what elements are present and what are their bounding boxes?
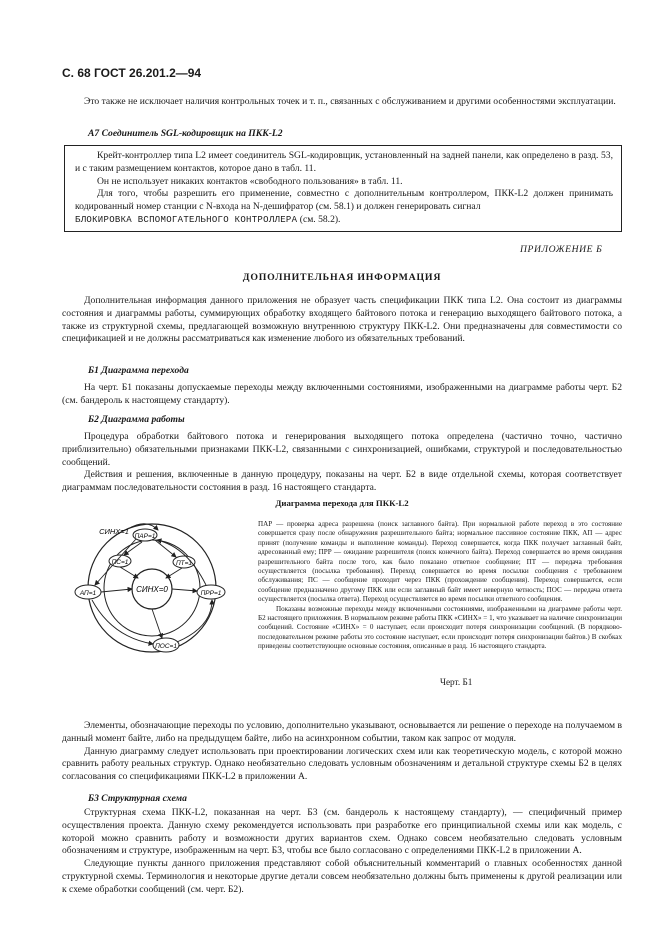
b3-paragraph-2: Следующие пункты данного приложения представляют собой объяснительный комментарий о главных особенностях данной структурной схемы. Терминология и некоторые другие детали совсем необязательно должны быть применены к другой реализации или к схеме обработки сообщений (см. черт. Б2). (62, 858, 622, 895)
a7-box-para-3: Для того, чтобы разрешить его применение, совместно с дополнительным контроллером, ПКК-L2 должен принимать кодированный номер станции с N-входа на N-дешифратор (см. 58.1) и должен генерировать сигнал (75, 188, 613, 213)
arrow-center-pos (152, 609, 162, 638)
a7-signal-ref: (см. 58.2). (299, 213, 341, 225)
b1-paragraph: На черт. Б1 показаны допускаемые переходы между включенными состояниями, изображенными на диаграмме работы черт. Б2 (см. бандероль к настоящему стандарту). (62, 382, 622, 406)
b2-paragraph-1: Процедура обработки байтового потока и генерирования выходящего потока определена (частично точно, частично приблизительно) обязательными признаками ПКК-L2, связанными с синхронизацией, ошибками, структурой и последовательностью сообщений. (62, 431, 622, 468)
after-paragraph-1: Элементы, обозначающие переходы по условию, дополнительно указывают, основывается ли решение о переходе на получаемом в данный момент байте, либо на предыдущем байте, либо на асинхронном событии, таком как запрос от модуля. (62, 720, 622, 744)
intro-paragraph: Это также не исключает наличия контрольных точек и т. п., связанных с обслуживанием и другими особенностями эксплуатации. (84, 96, 616, 107)
a7-box-para-1: Крейт-контроллер типа L2 имеет соединитель SGL-кодировщик, установленный на задней панели, как определено в разд. 53, и с таким размещением контактов, которое дано в табл. 11. (75, 150, 613, 174)
state-ps-label: ПС=1 (111, 559, 129, 566)
page-header: С. 68 ГОСТ 26.201.2—94 (62, 66, 202, 80)
state-sync-label: СИНХ=1 (99, 527, 129, 536)
section-b3-title: Б3 Структурная схема (88, 793, 187, 804)
a7-box (64, 145, 622, 232)
state-prr-label: ПРР=1 (200, 590, 222, 597)
transition-diagram (62, 512, 242, 662)
legend-paragraph-2: Показаны возможные переходы между включенными состояниями, изображенными на диаграмме работы черт. Б2 настоящего приложения. В нормальном режиме работы ПКК «СИНХ» = 1, что указывает на наличие синхронизации сообщений. Состояние «СИНХ» = 0 наступает, если происходит потеря синхронизации сообщений. (В порядково-последовательном режиме работы это состояние наступает, если происходит потеря синхронизации байтов.) В скобках приведены соответствующие основные состояния, описанные в разд. 16 настоящего стандарта. (258, 604, 622, 651)
a7-box-para-2: Он не использует никаких контактов «свободного пользования» в табл. 11. (97, 175, 403, 187)
figure-title: Диаграмма перехода для ПКК-L2 (275, 498, 409, 508)
state-pos-label: ПОС=1 (155, 643, 177, 650)
arrow-pt-center (166, 568, 182, 578)
arrow-center-prr (172, 589, 197, 591)
appendix-title: ДОПОЛНИТЕЛЬНАЯ ИНФОРМАЦИЯ (242, 272, 442, 283)
figure-caption: Черт. Б1 (440, 677, 473, 687)
info-paragraph: Дополнительная информация данного приложения не образует часть спецификации ПКК типа L2. Она состоит из диаграммы состояния и диаграммы работы, суммирующих обработку входящего байтового потока и генерацию выходящего байтового потока, а также из структурной схемы, предлагающей возможную внутреннюю структуру ПКК-L2. Они предназначены для совместимости со спецификацией и не должны рассматриваться как изменение любого из обязательных требований. (62, 295, 622, 345)
figure-legend (258, 520, 622, 652)
state-pt-label: ПТ=1 (175, 560, 193, 567)
legend-paragraph-1: ПАР — проверка адреса разрешена (поиск заглавного байта). При нормальной работе переход в это состояние совершается сразу после обнаружения разрешительного байта; нормальное пассивное состояние ПКК, АП — адрес принят (получение команды и выполнение команды). Переход совершается, когда ПКК получает заглавный байт, адресованный ему; ПРР — ожидание разрешителя (поиск конечного байта). Переход совершается во время ожидания разрешительного байта после того, как было показано ответное сообщение; ПТ — передача требования осуществляется (посылка требования). Переход совершается во время посылки сообщения с требованием обслуживания; ПС — сообщение проходит через ПКК (прохождение сообщения). Переход совершается, если сообщение предназначено другому ПКК или если заглавный байт имеет неверную четность; ПОС — передача ответа осуществляется (посылка ответа). Переход осуществляется во время посылки ответного сообщения. (258, 520, 622, 604)
arrow-ap-center (101, 589, 132, 592)
section-a7-title: А7 Соединитель SGL-кодировщик на ПКК-L2 (88, 128, 283, 139)
state-ap-label: АП=1 (79, 590, 97, 597)
state-par-label: ПАР=1 (134, 533, 156, 540)
b2-paragraph-2: Действия и решения, включенные в данную процедуру, показаны на черт. Б2 в виде отдельной схемы, которая соответствует диаграммам последовательности состояния в разд. 16 настоящего стандарта. (62, 469, 622, 494)
appendix-label: ПРИЛОЖЕНИЕ Б (520, 244, 603, 255)
b3-paragraph-1: Структурная схема ПКК-L2, показанная на черт. Б3 (см. бандероль к настоящему стандарту), — специфичный пример осуществления проекта. Данную схему рекомендуется использовать при разработке его принципиальной схемы или как модель, с которой можно сравнить работу и возможности других вариантов схем. Однако совсем необязательно следовать условным обозначениям и структуре, изображенным на черт. Б3, чтобы все было согласовано с определениями ПКК-L2 в приложении А. (62, 807, 622, 857)
section-b2-title: Б2 Диаграмма работы (88, 414, 185, 425)
section-b1-title: Б1 Диаграмма перехода (88, 365, 189, 376)
state-center-label: СИНХ=0 (136, 585, 168, 594)
a7-signal-name: БЛОКИРОВКА ВСПОМОГАТЕЛЬНОГО КОНТРОЛЛЕРА (75, 214, 298, 225)
after-paragraph-2: Данную диаграмму следует использовать при проектировании логических схем или как теоретическую модель, с которой можно сравнить работу реальных структур. Однако необязательно следовать условным обозначениям и детальной структуре схемы Б2 в целях согласования со спецификациями ПКК-L2 в приложении А. (62, 745, 622, 783)
arrow-ps-center (120, 567, 138, 578)
